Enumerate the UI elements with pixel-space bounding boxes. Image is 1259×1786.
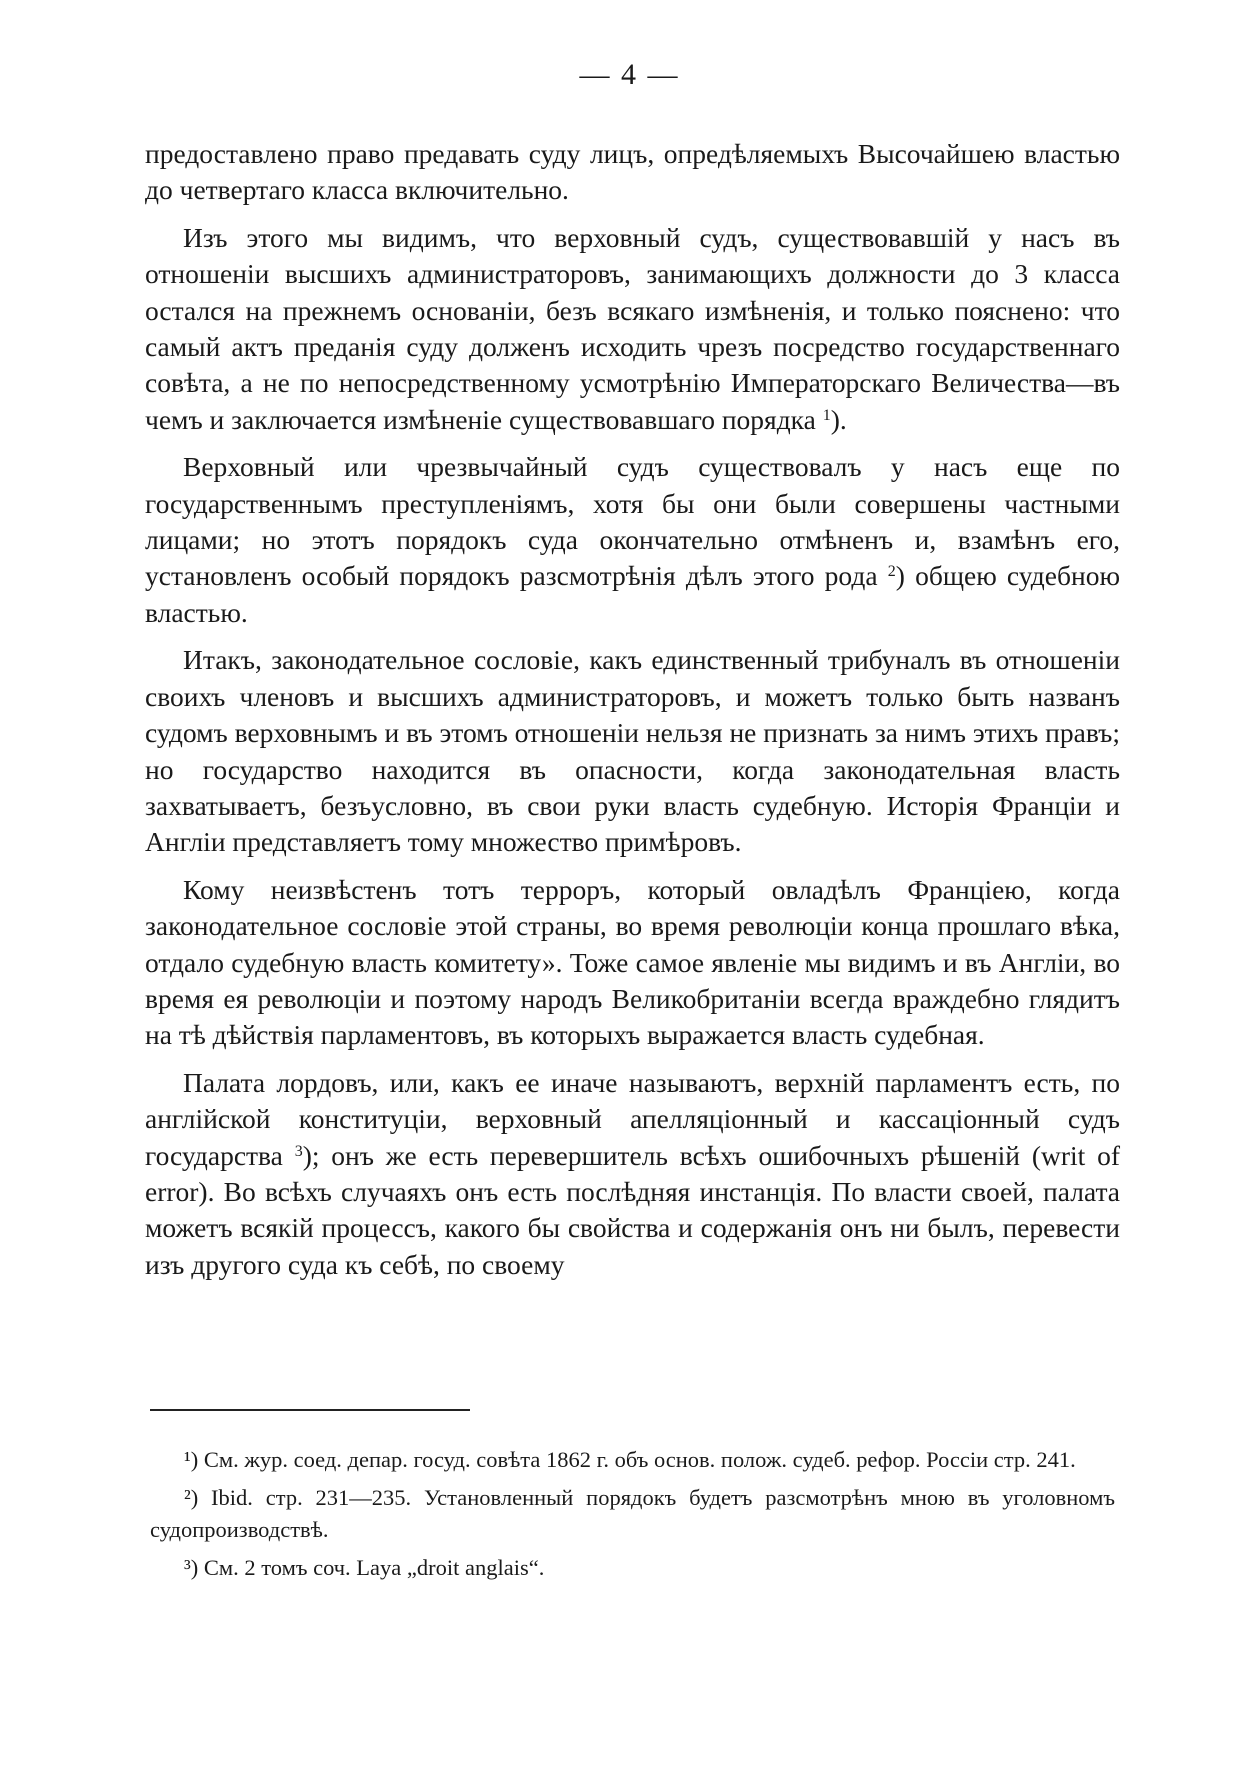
footnote-separator	[150, 1409, 470, 1411]
paragraph-1: предоставлено право предавать суду лицъ, опредѣляемыхъ Высочайшею властью до четвертаго класса включительно.	[145, 138, 1120, 206]
page-number: — 4 —	[579, 58, 680, 91]
footnotes	[150, 1444, 1115, 1590]
footnote-ref-1: 1	[822, 407, 831, 425]
footnote-3: ³) См. 2 томъ соч. Laya „droit anglais“.	[184, 1555, 545, 1580]
footnote-1: ¹) См. жур. соед. депар. госуд. совѣта 1862 г. объ основ. полож. судеб. рефор. Россіи стр. 241.	[184, 1447, 1076, 1472]
paragraph-4: Итакъ, законодательное сословіе, какъ единственный трибуналъ въ отношеніи своихъ членовъ и высшихъ администраторовъ, и можетъ только быть названъ судомъ верховнымъ и въ этомъ отношеніи нельзя не признать за нимъ этихъ правъ; но государство находится въ опасности, когда законодательная власть захватываетъ, безъусловно, въ свои руки власть судебную. Исторія Франціи и Англіи представляетъ тому множество примѣровъ.	[145, 644, 1120, 858]
paragraph-6-text: Палата лордовъ, или, какъ ее иначе называютъ, верхній парламентъ есть, по англійской конституціи, верховный апелляціонный и кассаціонный судъ государства	[145, 1066, 1120, 1171]
paragraph-3-text: Верховный или чрезвычайный судъ существовалъ у насъ еще по государственнымъ преступленіямъ, хотя бы они были совершены частными лицами; но этотъ порядокъ суда окончательно отмѣненъ и, взамѣнъ его, установленъ особый порядокъ разсмотрѣнія дѣлъ этого рода	[145, 451, 1120, 592]
paragraph-3-tail: ) общею судебною властью.	[145, 560, 1120, 628]
paragraph-2-tail: ).	[830, 403, 847, 435]
paragraph-5: Кому неизвѣстенъ тотъ терроръ, который овладѣлъ Франціею, когда законодательное сословіе этой страны, во время революціи конца прошлаго вѣка, отдало судебную власть комитету». Тоже самое явленіе мы видимъ и въ Англіи, во время ея революціи и поэтому народъ Великобританіи всегда враждебно глядитъ на тѣ дѣйствія парламентовъ, въ которыхъ выражается власть судебная.	[145, 873, 1120, 1051]
paragraph-2-text: Изъ этого мы видимъ, что верховный судъ, существовавшій у насъ въ отношеніи высшихъ администраторовъ, занимающихъ должности до 3 класса остался на прежнемъ основаніи, безъ всякаго измѣненія, и только пояснено: что самый актъ преданія суду долженъ исходить чрезъ посредство государственнаго совѣта, а не по непосредственному усмотрѣнію Императорскаго Величества—въ чемъ и заключается измѣненіе существовавшаго порядка	[145, 221, 1120, 435]
main-text	[145, 136, 1120, 1294]
paragraph-6-tail: ); онъ же есть перевершитель всѣхъ ошибочныхъ рѣшеній (writ of error). Во всѣхъ случаяхъ онъ есть послѣдняя инстанція. По власти своей, палата можетъ всякій процессъ, какого бы свойства и содержанія онъ ни былъ, перевести изъ другого суда къ себѣ, по своему	[145, 1139, 1120, 1280]
paragraph-2	[145, 220, 1120, 438]
footnote-ref-2: 2	[887, 563, 896, 581]
paragraph-6	[145, 1065, 1120, 1283]
paragraph-3	[145, 449, 1120, 631]
footnote-2: ²) Ibid. стр. 231—235. Установленный порядокъ будетъ разсмотрѣнъ мною въ уголовномъ судопроизводствѣ.	[150, 1485, 1115, 1542]
footnote-ref-3: 3	[294, 1142, 303, 1160]
